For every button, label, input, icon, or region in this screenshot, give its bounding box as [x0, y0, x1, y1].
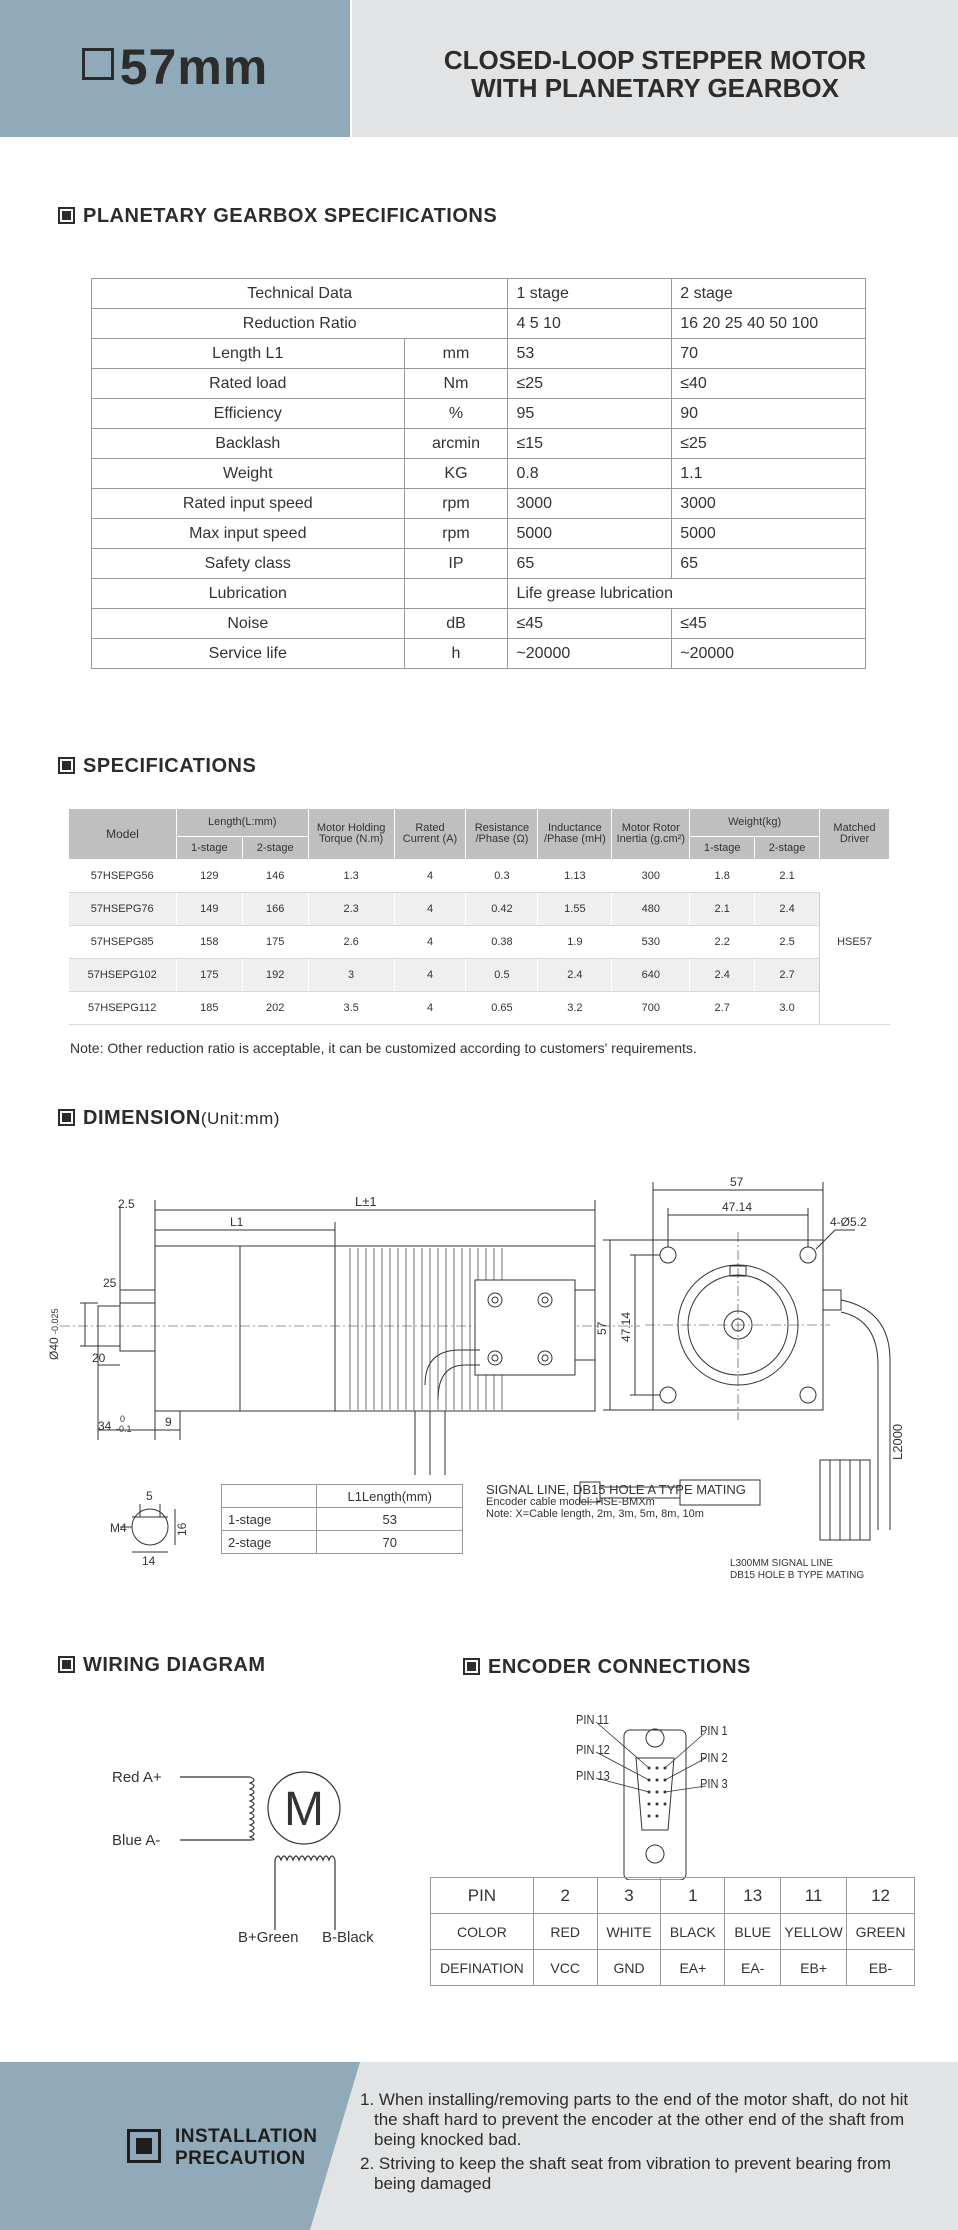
dim-47-14-side: 47.14 [619, 1311, 633, 1342]
gearbox-unit: rpm [404, 489, 508, 519]
spec-cell-length-1stage: 149 [176, 893, 242, 926]
encoder-cell: GND [597, 1950, 661, 1986]
dim-hole: 4-Ø5.2 [830, 1215, 867, 1229]
spec-cell-current: 4 [394, 860, 466, 893]
spec-cell-resistance: 0.3 [466, 860, 538, 893]
gearbox-row [92, 459, 866, 489]
gearbox-unit: mm [404, 339, 508, 369]
gearbox-stage2: 90 [672, 399, 866, 429]
gearbox-unit [404, 579, 508, 609]
dimension-heading: DIMENSION(Unit:mm) [58, 1107, 280, 1130]
gearbox-unit: IP [404, 549, 508, 579]
installation-footer [0, 2062, 958, 2230]
col-torque: Motor Holding Torque (N.m) [308, 809, 394, 860]
signal-line-note [486, 1484, 746, 1520]
gearbox-param: Efficiency [92, 399, 405, 429]
gearbox-stage2: 70 [672, 339, 866, 369]
spec-cell-weight-1stage: 2.7 [690, 992, 755, 1025]
signal-line-length-note: Note: X=Cable length, 2m, 3m, 5m, 8m, 10m [486, 1508, 704, 1520]
l1-row-value: 53 [317, 1508, 463, 1531]
spec-cell-inductance: 3.2 [538, 992, 612, 1025]
dim-14: 14 [142, 1554, 156, 1568]
gearbox-stage2: ≤25 [672, 429, 866, 459]
encoder-cell: 13 [725, 1878, 781, 1914]
gearbox-unit: h [404, 639, 508, 669]
encoder-cell: BLUE [725, 1914, 781, 1950]
signal-line-model: Encoder cable model: HSE-BMXm [486, 1496, 655, 1508]
encoder-cell: RED [533, 1914, 597, 1950]
spec-cell-model: 57HSEPG85 [69, 926, 177, 959]
gearbox-param: Reduction Ratio [92, 309, 508, 339]
encoder-cell: 3 [597, 1878, 661, 1914]
gearbox-unit: arcmin [404, 429, 508, 459]
spec-cell-current: 4 [394, 959, 466, 992]
spec-cell-length-1stage: 175 [176, 959, 242, 992]
motor-symbol: M [284, 1783, 324, 1836]
encoder-row-def [431, 1950, 915, 1986]
gearbox-heading: PLANETARY GEARBOX SPECIFICATIONS [58, 205, 497, 228]
wiring-heading: WIRING DIAGRAM [58, 1654, 266, 1677]
gearbox-stage1: 95 [508, 399, 672, 429]
gearbox-stage2: 65 [672, 549, 866, 579]
coil-b [275, 1856, 335, 1860]
spec-cell-torque: 3.5 [308, 992, 394, 1025]
spec-cell-torque: 2.6 [308, 926, 394, 959]
gearbox-body [155, 1246, 335, 1411]
pin-2-label: PIN 2 [700, 1750, 728, 1765]
col-current: Rated Current (A) [394, 809, 466, 860]
gearbox-stage1: 65 [508, 549, 672, 579]
spec-cell-inertia: 530 [612, 926, 690, 959]
encoder-cell: WHITE [597, 1914, 661, 1950]
gearbox-unit: rpm [404, 519, 508, 549]
spec-cell-resistance: 0.65 [466, 992, 538, 1025]
spec-cell-weight-2stage: 3.0 [755, 992, 820, 1025]
encoder-row-label: DEFINATION [431, 1950, 534, 1986]
spec-row [69, 959, 890, 992]
gearbox-row [92, 309, 866, 339]
wire-green-label: B+Green [238, 1929, 299, 1946]
pin-12-label: PIN 12 [576, 1742, 610, 1757]
spec-cell-length-1stage: 158 [176, 926, 242, 959]
spec-cell-current: 4 [394, 992, 466, 1025]
wire-blue-label: Blue A- [112, 1832, 161, 1849]
pin-11-label: PIN 11 [576, 1712, 609, 1727]
dim-m4: M4 [110, 1521, 127, 1535]
dim-16: 16 [175, 1522, 189, 1536]
gearbox-stage1: 3000 [508, 489, 672, 519]
encoder-pin-table [430, 1877, 915, 1986]
spec-cell-resistance: 0.38 [466, 926, 538, 959]
section-square-icon [58, 1656, 75, 1673]
encoder-cell: 1 [661, 1878, 725, 1914]
dim-5: 5 [146, 1489, 153, 1503]
spec-cell-length-2stage: 146 [242, 860, 308, 893]
encoder-cell: 2 [533, 1878, 597, 1914]
spec-cell-model: 57HSEPG56 [69, 860, 177, 893]
gearbox-stage2: 16 20 25 40 50 100 [672, 309, 866, 339]
product-title-line1: CLOSED-LOOP STEPPER MOTOR [443, 45, 867, 75]
gearbox-row [92, 369, 866, 399]
dim-25: 25 [103, 1276, 117, 1290]
spec-cell-inertia: 640 [612, 959, 690, 992]
spec-cell-length-2stage: 175 [242, 926, 308, 959]
footer-title: INSTALLATION PRECAUTION [175, 2126, 318, 2169]
section-square-icon [58, 1109, 75, 1126]
dim-57-top: 57 [730, 1175, 744, 1189]
spec-cell-inductance: 1.9 [538, 926, 612, 959]
gearbox-row [92, 549, 866, 579]
encoder-cell: EB+ [781, 1950, 847, 1986]
spec-cell-length-1stage: 129 [176, 860, 242, 893]
gearbox-param: Lubrication [92, 579, 405, 609]
precaution-item: 2. Striving to keep the shaft seat from vibration to prevent bearing from being damaged [360, 2154, 892, 2193]
spec-cell-inductance: 2.4 [538, 959, 612, 992]
dim-2-5: 2.5 [118, 1197, 135, 1211]
dim-20: 20 [92, 1351, 106, 1365]
dim-34: 34 [98, 1419, 112, 1433]
dim-47-14-top: 47.14 [722, 1200, 753, 1214]
col-weight-1stage: 1-stage [690, 837, 755, 860]
gearbox-param: Noise [92, 609, 405, 639]
encoder-cell: 11 [781, 1878, 847, 1914]
l1-length-table [221, 1484, 463, 1554]
coil-a [250, 1777, 254, 1840]
gearbox-row [92, 609, 866, 639]
dim-57-side: 57 [595, 1321, 609, 1335]
gearbox-row [92, 399, 866, 429]
gearbox-stage2: 1.1 [672, 459, 866, 489]
spec-cell-resistance: 0.42 [466, 893, 538, 926]
l1-row-label: 1-stage [222, 1508, 317, 1531]
encoder-heading: ENCODER CONNECTIONS [463, 1656, 751, 1679]
gearbox-stage1: 1 stage [508, 279, 672, 309]
gearbox-param: Rated load [92, 369, 405, 399]
gearbox-stage1: 0.8 [508, 459, 672, 489]
product-title [352, 46, 958, 102]
footer-square-icon [127, 2129, 161, 2163]
motor-spec-table [68, 808, 890, 1025]
gearbox-stage1: ≤25 [508, 369, 672, 399]
pin-3-label: PIN 3 [700, 1776, 728, 1791]
section-square-icon [58, 757, 75, 774]
gearbox-row [92, 519, 866, 549]
encoder-cell: EB- [847, 1950, 915, 1986]
gearbox-param: Max input speed [92, 519, 405, 549]
col-weight: Weight(kg) [690, 809, 820, 837]
section-square-icon [58, 207, 75, 224]
spec-cell-weight-2stage: 2.4 [755, 893, 820, 926]
spec-cell-weight-2stage: 2.7 [755, 959, 820, 992]
dim-l1: L1 [230, 1215, 244, 1229]
dim-9: 9 [165, 1415, 172, 1429]
pin-13-label: PIN 13 [576, 1768, 610, 1783]
spec-cell-weight-1stage: 2.4 [690, 959, 755, 992]
gearbox-stage1: 5000 [508, 519, 672, 549]
col-inductance: Inductance /Phase (mH) [538, 809, 612, 860]
spec-cell-length-2stage: 192 [242, 959, 308, 992]
gearbox-param: Service life [92, 639, 405, 669]
gearbox-stage2: ≤45 [672, 609, 866, 639]
motor-size-text: 57mm [119, 39, 269, 95]
dim-l2000: L2000 [890, 1423, 905, 1460]
gearbox-param: Rated input speed [92, 489, 405, 519]
l1-length-header: L1Length(mm) [317, 1485, 463, 1508]
gearbox-stage2: 3000 [672, 489, 866, 519]
spec-cell-torque: 1.3 [308, 860, 394, 893]
encoder-row-color [431, 1914, 915, 1950]
spec-cell-weight-2stage: 2.5 [755, 926, 820, 959]
spec-cell-driver: HSE57 [820, 860, 890, 1025]
gearbox-row [92, 429, 866, 459]
spec-cell-resistance: 0.5 [466, 959, 538, 992]
precaution-list [360, 2090, 920, 2198]
gearbox-stage-merged: Life grease lubrication [508, 579, 866, 609]
col-resistance: Resistance /Phase (Ω) [466, 809, 538, 860]
spec-cell-length-2stage: 202 [242, 992, 308, 1025]
spec-cell-weight-2stage: 2.1 [755, 860, 820, 893]
encoder-cell: EA- [725, 1950, 781, 1986]
spec-row [69, 893, 890, 926]
gearbox-stage1: 53 [508, 339, 672, 369]
col-weight-2stage: 2-stage [755, 837, 820, 860]
spec-cell-torque: 2.3 [308, 893, 394, 926]
wire-red-label: Red A+ [112, 1769, 162, 1786]
motor-size [0, 38, 350, 96]
col-length: Length(L:mm) [176, 809, 308, 837]
precaution-item: 1. When installing/removing parts to the end of the motor shaft, do not hit the shaft hard to prevent the encoder at the other end of the shaft from being knocked bad. [360, 2090, 909, 2149]
spec-cell-model: 57HSEPG76 [69, 893, 177, 926]
spec-cell-weight-1stage: 2.2 [690, 926, 755, 959]
l1-row-value: 70 [317, 1531, 463, 1554]
dimension-drawing [40, 1160, 920, 1580]
gearbox-stage1: ~20000 [508, 639, 672, 669]
gearbox-unit: KG [404, 459, 508, 489]
square-frame-icon [82, 48, 114, 80]
specifications-heading: SPECIFICATIONS [58, 755, 256, 778]
gearbox-param: Safety class [92, 549, 405, 579]
gearbox-row [92, 639, 866, 669]
gearbox-stage2: ≤40 [672, 369, 866, 399]
product-title-line2: WITH PLANETARY GEARBOX [471, 73, 839, 103]
gearbox-unit: dB [404, 609, 508, 639]
spec-cell-length-1stage: 185 [176, 992, 242, 1025]
encoder-row-label: COLOR [431, 1914, 534, 1950]
gearbox-stage2: 2 stage [672, 279, 866, 309]
col-driver: Matched Driver [820, 809, 890, 860]
gearbox-spec-table [91, 278, 866, 669]
spec-cell-current: 4 [394, 893, 466, 926]
gearbox-stage1: ≤45 [508, 609, 672, 639]
spec-cell-model: 57HSEPG112 [69, 992, 177, 1025]
spec-note: Note: Other reduction ratio is acceptable, it can be customized according to customers' requirements. [70, 1040, 697, 1056]
spec-row [69, 992, 890, 1025]
page-header [0, 0, 958, 137]
encoder-row-pin [431, 1878, 915, 1914]
spec-cell-inertia: 300 [612, 860, 690, 893]
encoder-cell: BLACK [661, 1914, 725, 1950]
col-length-1stage: 1-stage [176, 837, 242, 860]
gearbox-unit: % [404, 399, 508, 429]
spec-cell-inertia: 480 [612, 893, 690, 926]
spec-cell-torque: 3 [308, 959, 394, 992]
encoder-cell: VCC [533, 1950, 597, 1986]
dim-dia40: Ø40 [47, 1337, 61, 1360]
spec-row [69, 926, 890, 959]
dim-dia40-tol: -0.025 [50, 1308, 60, 1334]
dim-l-pm-1: L±1 [355, 1194, 377, 1209]
spec-cell-inductance: 1.13 [538, 860, 612, 893]
l300-note: L300MM SIGNAL LINE DB15 HOLE B TYPE MATING [730, 1558, 865, 1581]
spec-cell-weight-1stage: 2.1 [690, 893, 755, 926]
gearbox-unit: Nm [404, 369, 508, 399]
encoder-cell: YELLOW [781, 1914, 847, 1950]
encoder-cell: 12 [847, 1878, 915, 1914]
section-square-icon [463, 1658, 480, 1675]
output-shaft [120, 1303, 155, 1351]
col-model: Model [69, 809, 177, 860]
col-length-2stage: 2-stage [242, 837, 308, 860]
gearbox-param: Technical Data [92, 279, 508, 309]
gearbox-param: Weight [92, 459, 405, 489]
gearbox-row [92, 579, 866, 609]
gearbox-stage1: 4 5 10 [508, 309, 672, 339]
spec-cell-weight-1stage: 1.8 [690, 860, 755, 893]
spec-cell-model: 57HSEPG102 [69, 959, 177, 992]
encoder-cell: GREEN [847, 1914, 915, 1950]
dim-34-tol: -0.1 [116, 1424, 132, 1434]
gearbox-stage2: 5000 [672, 519, 866, 549]
gearbox-row [92, 279, 866, 309]
signal-line-title: SIGNAL LINE, DB15 HOLE A TYPE MATING [486, 1482, 746, 1497]
pin-1-label: PIN 1 [700, 1723, 728, 1738]
gearbox-stage2: ~20000 [672, 639, 866, 669]
spec-cell-current: 4 [394, 926, 466, 959]
spec-cell-length-2stage: 166 [242, 893, 308, 926]
col-inertia: Motor Rotor Inertia (g.cm²) [612, 809, 690, 860]
gearbox-param: Backlash [92, 429, 405, 459]
gearbox-stage1: ≤15 [508, 429, 672, 459]
encoder-cell: EA+ [661, 1950, 725, 1986]
encoder-row-label: PIN [431, 1878, 534, 1914]
spec-cell-inductance: 1.55 [538, 893, 612, 926]
spec-row [69, 860, 890, 893]
wire-black-label: B-Black [322, 1929, 374, 1946]
gearbox-row [92, 339, 866, 369]
spec-cell-inertia: 700 [612, 992, 690, 1025]
l1-row-label: 2-stage [222, 1531, 317, 1554]
gearbox-param: Length L1 [92, 339, 405, 369]
dim-34-zero: 0 [120, 1414, 126, 1424]
gearbox-row [92, 489, 866, 519]
